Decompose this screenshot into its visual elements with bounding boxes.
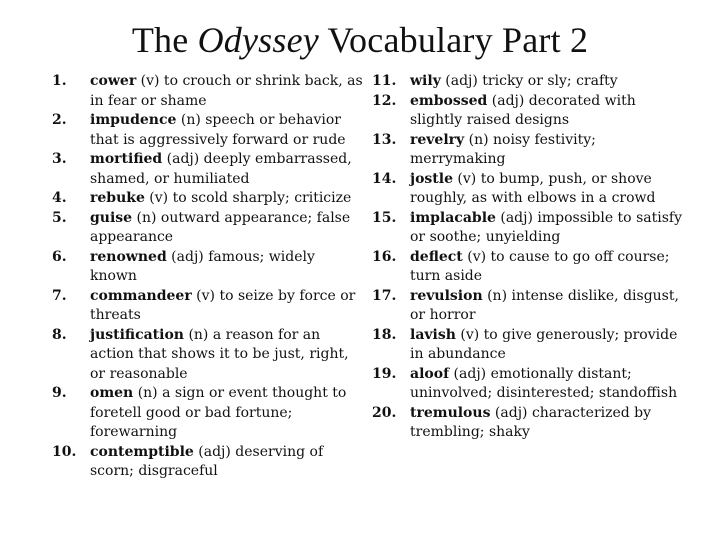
vocab-entry	[372, 92, 690, 131]
entry-number: 18.	[372, 326, 397, 343]
vocab-definition: (v) to give generously; provide in abundance	[410, 326, 678, 362]
vocab-entry	[372, 404, 690, 443]
vocab-word: aloof	[410, 365, 450, 382]
vocab-entry	[372, 209, 690, 248]
entry-number: 10.	[52, 443, 77, 460]
vocab-definition: (n) a sign or event thought to foretell good or bad fortune; forewarning	[90, 385, 347, 440]
vocab-definition: (n) a reason for an action that shows it to be just, right, or reasonable	[90, 326, 349, 382]
entry-number: 6.	[52, 248, 67, 265]
vocab-word: commandeer	[90, 287, 192, 304]
vocab-entry	[52, 443, 364, 482]
vocab-definition: (adj) tricky or sly; crafty	[440, 73, 618, 89]
entry-number: 17.	[372, 287, 397, 304]
entry-number: 3.	[52, 151, 67, 167]
vocab-definition: (v) to seize by force or threats	[90, 287, 356, 323]
title-suffix: Vocabulary Part 2	[318, 20, 589, 60]
entry-number: 8.	[52, 326, 67, 343]
vocab-word: cower	[90, 73, 137, 89]
vocab-word: contemptible	[90, 443, 194, 460]
vocab-entry	[52, 209, 364, 248]
entry-number: 7.	[52, 287, 67, 304]
entry-number: 20.	[372, 404, 397, 421]
entry-number: 13.	[372, 131, 397, 148]
vocab-word: jostle	[410, 170, 453, 187]
vocab-definition: (adj) emotionally distant; uninvolved; disinterested; standoffish	[410, 365, 678, 401]
vocab-definition: (v) to cause to go off course; turn aside	[410, 248, 670, 284]
vocab-entry	[372, 170, 690, 209]
vocab-word: mortified	[90, 151, 163, 167]
vocab-entry	[372, 326, 690, 365]
entry-number: 19.	[372, 365, 397, 382]
vocab-definition: (adj) deserving of scorn; disgraceful	[90, 443, 324, 479]
vocab-word: revelry	[410, 131, 465, 148]
vocab-list-left	[52, 72, 364, 482]
vocab-word: guise	[90, 209, 133, 226]
vocab-word: wily	[410, 73, 441, 89]
vocab-definition: (n) speech or behavior that is aggressively forward or rude	[90, 112, 346, 148]
vocab-entry	[52, 189, 364, 209]
vocab-definition: (adj) characterized by trembling; shaky	[410, 404, 652, 440]
vocab-definition: (v) to bump, push, or shove roughly, as with elbows in a crowd	[410, 170, 656, 206]
vocab-definition: (n) intense dislike, disgust, or horror	[410, 287, 679, 323]
vocab-entry	[372, 72, 690, 92]
vocab-word: justification	[90, 326, 184, 343]
vocab-entry	[372, 248, 690, 287]
vocab-entry	[52, 287, 364, 326]
vocab-entry	[372, 131, 690, 170]
vocab-entry	[52, 384, 364, 443]
entry-number: 11.	[372, 73, 397, 89]
entry-number: 14.	[372, 170, 397, 187]
vocab-entry	[52, 150, 364, 189]
entry-number: 4.	[52, 190, 67, 206]
vocab-word: tremulous	[410, 404, 491, 421]
vocab-entry	[52, 72, 364, 111]
vocab-entry	[372, 287, 690, 326]
entry-number: 9.	[52, 385, 67, 401]
entry-number: 2.	[52, 112, 67, 128]
vocab-entry	[52, 248, 364, 287]
vocab-word: implacable	[410, 209, 496, 226]
entry-number: 1.	[52, 73, 67, 89]
vocab-definition: (n) noisy festivity; merrymaking	[410, 131, 596, 167]
vocab-word: renowned	[90, 248, 167, 265]
vocab-definition: (n) outward appearance; false appearance	[90, 209, 351, 245]
vocab-definition: (v) to scold sharply; criticize	[144, 190, 352, 206]
page-title	[0, 18, 720, 62]
title-italic: Odyssey	[197, 20, 319, 60]
vocab-entry	[52, 326, 364, 385]
vocab-word: revulsion	[410, 287, 483, 304]
title-prefix: The	[131, 20, 198, 60]
vocab-word: omen	[90, 385, 134, 401]
entry-number: 16.	[372, 248, 397, 265]
vocab-word: deflect	[410, 248, 463, 265]
vocab-word: impudence	[90, 112, 177, 128]
vocab-definition: (adj) decorated with slightly raised designs	[410, 92, 636, 128]
vocab-entry	[372, 365, 690, 404]
vocab-word: embossed	[410, 92, 488, 109]
vocab-definition: (v) to crouch or shrink back, as in fear or shame	[90, 73, 363, 109]
entry-number: 12.	[372, 92, 397, 109]
entry-number: 5.	[52, 209, 67, 226]
vocab-definition: (adj) famous; widely known	[90, 248, 315, 284]
vocab-definition: (adj) deeply embarrassed, shamed, or humiliated	[90, 151, 352, 187]
vocab-word: rebuke	[90, 190, 145, 206]
vocab-definition: (adj) impossible to satisfy or soothe; unyielding	[410, 209, 682, 245]
vocab-word: lavish	[410, 326, 456, 343]
vocab-entry	[52, 111, 364, 150]
vocab-list-right	[372, 72, 690, 443]
entry-number: 15.	[372, 209, 397, 226]
